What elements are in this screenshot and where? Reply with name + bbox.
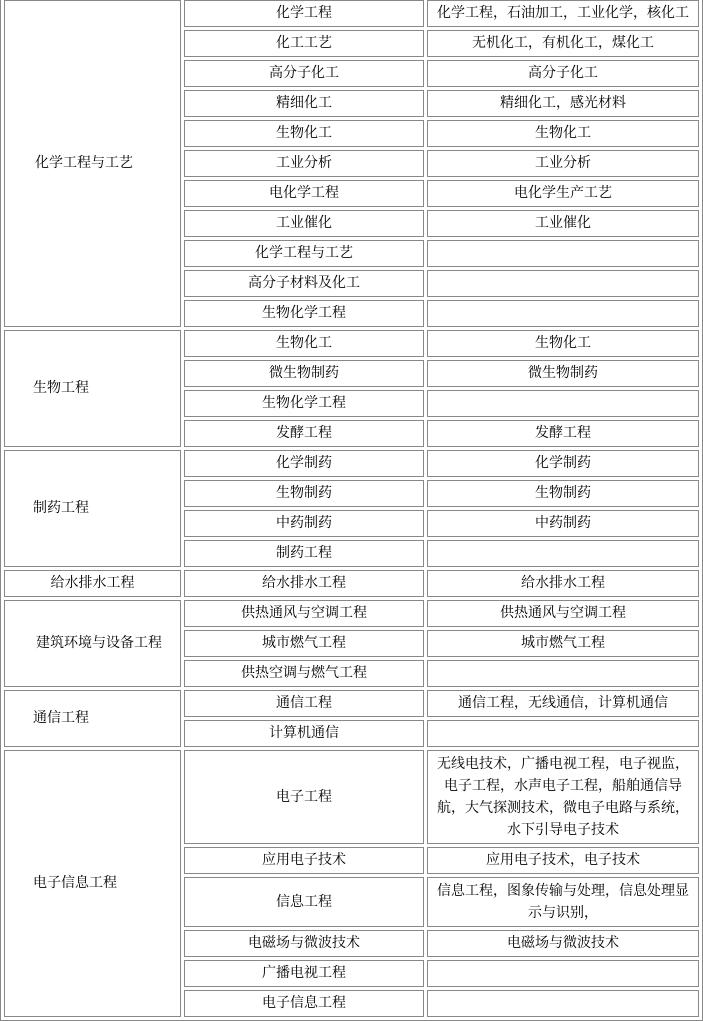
related-cell: 中药制药 bbox=[427, 510, 699, 537]
major-cell: 应用电子技术 bbox=[184, 847, 424, 874]
table-row bbox=[4, 450, 699, 477]
major-cell: 工业催化 bbox=[184, 210, 424, 237]
table-row bbox=[4, 570, 699, 597]
major-cell: 生物化工 bbox=[184, 330, 424, 357]
related-cell: 化学工程，石油加工，工业化学，核化工 bbox=[427, 0, 699, 27]
related-cell: 无机化工，有机化工，煤化工 bbox=[427, 30, 699, 57]
major-cell: 精细化工 bbox=[184, 90, 424, 117]
related-cell: 城市燃气工程 bbox=[427, 630, 699, 657]
related-cell: 信息工程，图象传输与处理，信息处理显示与识别， bbox=[427, 877, 699, 927]
major-cell: 电化学工程 bbox=[184, 180, 424, 207]
major-cell: 工业分析 bbox=[184, 150, 424, 177]
category-cell: 给水排水工程 bbox=[4, 570, 181, 597]
table-row bbox=[4, 600, 699, 627]
related-cell bbox=[427, 720, 699, 747]
related-cell: 无线电技术，广播电视工程，电子视监，电子工程，水声电子工程，船舶通信导航，大气探测技术，微电子电路与系统，水下引导电子技术 bbox=[427, 750, 699, 844]
major-cell: 计算机通信 bbox=[184, 720, 424, 747]
related-cell bbox=[427, 960, 699, 987]
table-row bbox=[4, 330, 699, 357]
major-cell: 生物化学工程 bbox=[184, 390, 424, 417]
major-cell: 电磁场与微波技术 bbox=[184, 930, 424, 957]
related-cell: 供热通风与空调工程 bbox=[427, 600, 699, 627]
major-cell: 发酵工程 bbox=[184, 420, 424, 447]
major-cell: 信息工程 bbox=[184, 877, 424, 927]
major-cell: 生物制药 bbox=[184, 480, 424, 507]
related-cell bbox=[427, 990, 699, 1017]
category-cell: 化学工程与工艺 bbox=[4, 0, 181, 327]
major-cell: 通信工程 bbox=[184, 690, 424, 717]
major-cell: 供热通风与空调工程 bbox=[184, 600, 424, 627]
major-cell: 供热空调与燃气工程 bbox=[184, 660, 424, 687]
major-cell: 城市燃气工程 bbox=[184, 630, 424, 657]
major-cell: 电子工程 bbox=[184, 750, 424, 844]
major-cell: 中药制药 bbox=[184, 510, 424, 537]
table-row bbox=[4, 690, 699, 717]
major-cell: 微生物制药 bbox=[184, 360, 424, 387]
related-cell: 电化学生产工艺 bbox=[427, 180, 699, 207]
category-cell: 制药工程 bbox=[4, 450, 181, 567]
related-cell: 化学制药 bbox=[427, 450, 699, 477]
major-cell: 化学工程与工艺 bbox=[184, 240, 424, 267]
related-cell: 工业分析 bbox=[427, 150, 699, 177]
major-cell: 广播电视工程 bbox=[184, 960, 424, 987]
related-cell bbox=[427, 300, 699, 327]
related-cell: 高分子化工 bbox=[427, 60, 699, 87]
related-cell: 微生物制药 bbox=[427, 360, 699, 387]
related-cell: 生物化工 bbox=[427, 120, 699, 147]
related-cell: 生物制药 bbox=[427, 480, 699, 507]
table-row bbox=[4, 0, 699, 27]
major-cell: 高分子材料及化工 bbox=[184, 270, 424, 297]
major-cell: 生物化学工程 bbox=[184, 300, 424, 327]
related-cell: 发酵工程 bbox=[427, 420, 699, 447]
major-cell: 制药工程 bbox=[184, 540, 424, 567]
related-cell bbox=[427, 660, 699, 687]
category-cell: 生物工程 bbox=[4, 330, 181, 447]
related-cell: 工业催化 bbox=[427, 210, 699, 237]
major-cell: 化工工艺 bbox=[184, 30, 424, 57]
related-cell bbox=[427, 540, 699, 567]
related-cell: 生物化工 bbox=[427, 330, 699, 357]
major-cell: 化学制药 bbox=[184, 450, 424, 477]
related-cell: 给水排水工程 bbox=[427, 570, 699, 597]
category-cell: 通信工程 bbox=[4, 690, 181, 747]
major-cell: 给水排水工程 bbox=[184, 570, 424, 597]
related-cell: 通信工程，无线通信，计算机通信 bbox=[427, 690, 699, 717]
table-row bbox=[4, 750, 699, 844]
major-cell: 生物化工 bbox=[184, 120, 424, 147]
related-cell: 应用电子技术，电子技术 bbox=[427, 847, 699, 874]
major-cell: 电子信息工程 bbox=[184, 990, 424, 1017]
category-cell: 电子信息工程 bbox=[4, 750, 181, 1017]
category-cell: 建筑环境与设备工程 bbox=[4, 600, 181, 687]
major-cell: 化学工程 bbox=[184, 0, 424, 27]
related-cell: 电磁场与微波技术 bbox=[427, 930, 699, 957]
related-cell: 精细化工，感光材料 bbox=[427, 90, 699, 117]
related-cell bbox=[427, 270, 699, 297]
major-cell: 高分子化工 bbox=[184, 60, 424, 87]
related-cell bbox=[427, 390, 699, 417]
related-cell bbox=[427, 240, 699, 267]
